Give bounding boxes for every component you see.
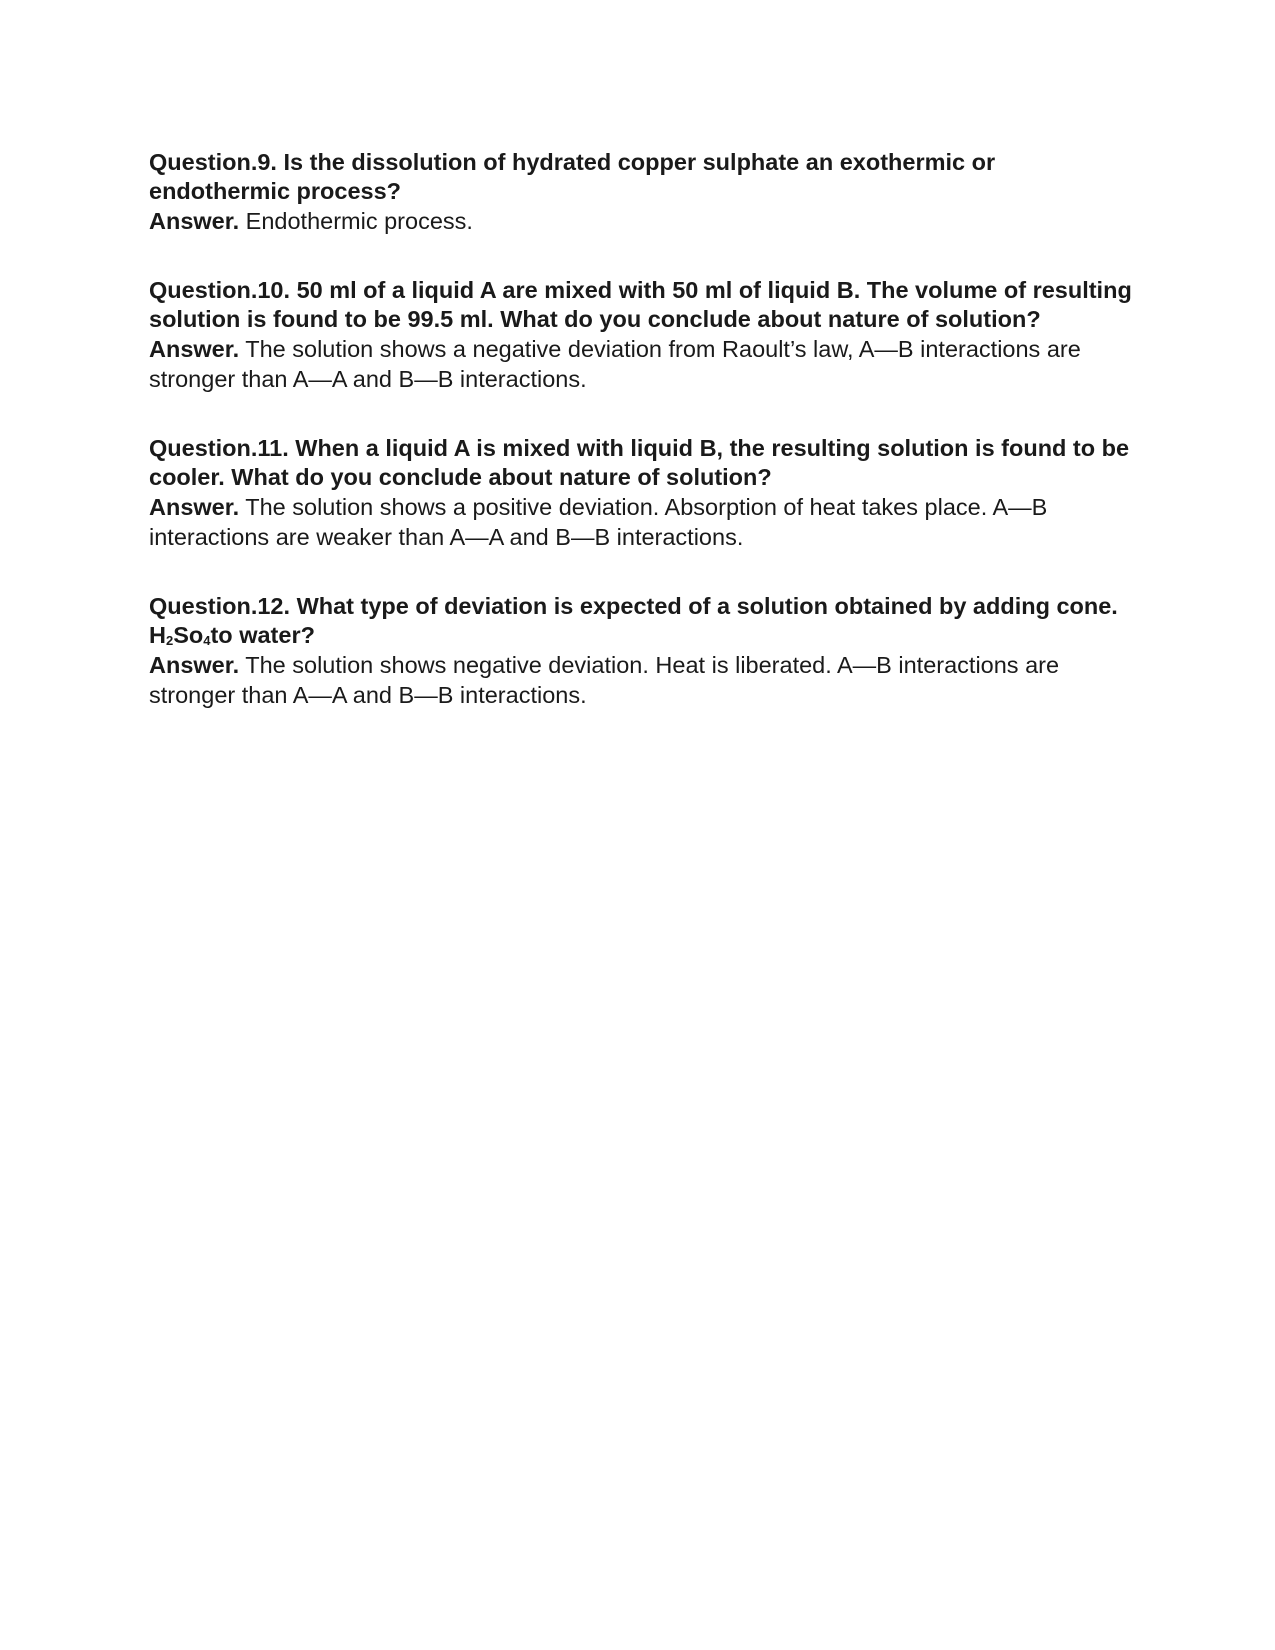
question-11: Question.11. When a liquid A is mixed with liquid B, the resulting solution is found to be cooler. What do you conclude about nature of solution? (149, 435, 1130, 490)
question-9: Question.9. Is the dissolution of hydrated copper sulphate an exothermic or endothermic process? (149, 149, 996, 204)
answer-label: Answer. (149, 652, 240, 678)
document-page (149, 148, 1139, 750)
answer-11 (149, 492, 1139, 552)
question-12-suffix: to water? (210, 622, 315, 648)
question-12-sub-4: 4 (203, 633, 211, 648)
answer-text: Endothermic process. (239, 208, 473, 234)
answer-label: Answer. (149, 208, 240, 234)
answer-label: Answer. (149, 494, 240, 520)
qa-block-12 (149, 592, 1139, 710)
question-10: Question.10. 50 ml of a liquid A are mixed with 50 ml of liquid B. The volume of resulting solution is found to be 99.5 ml. What do you conclude about nature of solution? (149, 277, 1132, 332)
qa-block-9 (149, 148, 1139, 236)
qa-block-11 (149, 434, 1139, 552)
answer-12 (149, 650, 1139, 710)
answer-text: The solution shows a positive deviation. Absorption of heat takes place. A—B interactions are weaker than A—A and B—B interactions. (149, 494, 1048, 550)
answer-9 (149, 206, 1139, 236)
question-12-sub-2: 2 (165, 633, 174, 648)
answer-text: The solution shows negative deviation. Heat is liberated. A—B interactions are stronger than A—A and B—B interactions. (149, 652, 1060, 708)
question-12 (149, 592, 1139, 650)
question-12-mid: So (173, 622, 204, 648)
question-12-prefix: Question.12. What type of deviation is expected of a solution obtained by adding cone. H (149, 593, 1118, 648)
answer-10 (149, 334, 1139, 394)
answer-label: Answer. (149, 336, 240, 362)
answer-text: The solution shows a negative deviation from Raoult’s law, A—B interactions are stronger than A—A and B—B interactions. (149, 336, 1081, 392)
qa-block-10 (149, 276, 1139, 394)
